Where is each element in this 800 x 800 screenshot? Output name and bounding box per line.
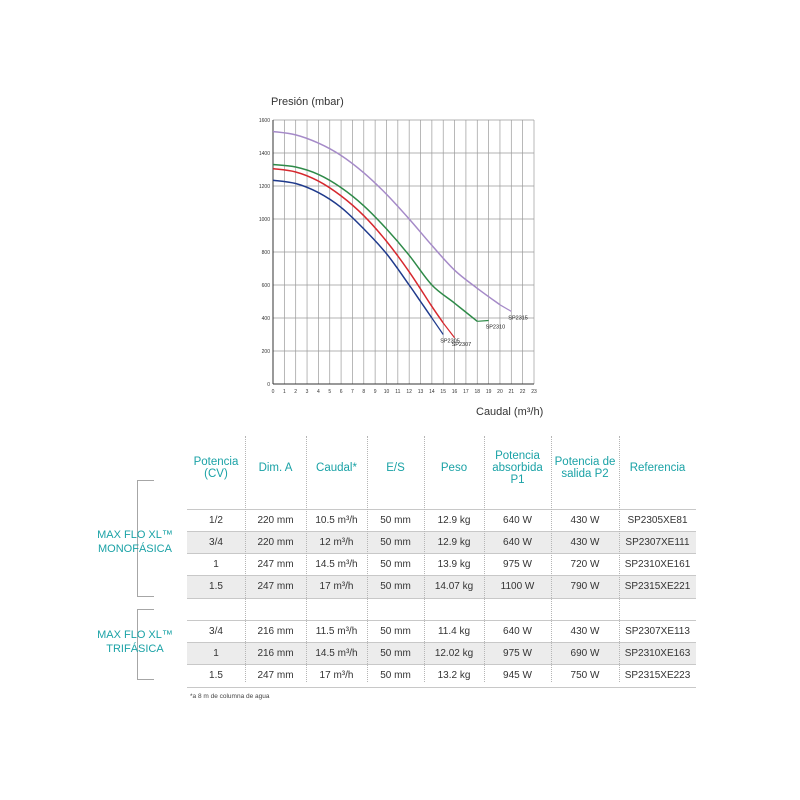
- x-tick-label: 12: [406, 389, 412, 395]
- x-tick-label: 8: [362, 389, 366, 395]
- group-label-line2: TRIFÁSICA: [106, 643, 164, 655]
- group-label-monofasica: [80, 528, 190, 556]
- table-cell: 50 mm: [380, 648, 411, 659]
- column-header-label: Potencia absorbida P1: [492, 450, 543, 486]
- table-cell: 13.2 kg: [437, 670, 471, 681]
- table-cell: 14.5 m³/h: [315, 559, 358, 570]
- x-tick-label: 18: [474, 389, 481, 395]
- series-leader-sp2315: [500, 305, 511, 312]
- y-axis-title: Presión (mbar): [271, 96, 344, 108]
- column-header: [367, 438, 424, 498]
- table-cell: 50 mm: [380, 515, 411, 526]
- column-header: [619, 438, 696, 498]
- x-tick-label: 13: [417, 389, 424, 395]
- table-cell: 12.9 kg: [437, 537, 471, 548]
- table-cell: 750 W: [570, 670, 600, 681]
- table-cell: SP2315XE221: [624, 581, 691, 592]
- table-cell: 220 mm: [257, 537, 294, 548]
- y-tick-label: 1400: [258, 151, 270, 157]
- x-tick-label: 20: [497, 389, 503, 395]
- x-tick-label: 6: [339, 389, 343, 395]
- column-header-label: Caudal*: [316, 462, 357, 474]
- chart-curves: [273, 132, 528, 348]
- table-cell: 12.9 kg: [437, 515, 471, 526]
- group-label-trifasica: [80, 628, 190, 656]
- x-tick-label: 5: [328, 389, 332, 395]
- table-cell: 640 W: [503, 537, 532, 548]
- column-separator: [424, 436, 425, 682]
- table-cell: 11.4 kg: [437, 626, 471, 637]
- x-tick-label: 19: [485, 389, 492, 395]
- table-cell: 11.5 m³/h: [315, 626, 358, 637]
- y-tick-label: 1200: [258, 184, 270, 190]
- x-tick-label: 16: [451, 389, 458, 395]
- table-cell: 50 mm: [380, 537, 411, 548]
- column-header-label: Referencia: [629, 462, 686, 474]
- column-header: [306, 438, 367, 498]
- table-cell: SP2307XE111: [625, 537, 690, 548]
- table-cell: SP2307XE113: [625, 626, 690, 637]
- table-cell: 975 W: [503, 559, 532, 570]
- table-cell: 50 mm: [380, 626, 411, 637]
- table-cell: 720 W: [570, 559, 600, 570]
- group-label-line2: MONOFÁSICA: [98, 543, 172, 555]
- table-cell: 17 m³/h: [319, 670, 354, 681]
- table-cell: 430 W: [570, 626, 600, 637]
- table-cell: 50 mm: [380, 559, 411, 570]
- table-cell: 690 W: [570, 648, 600, 659]
- column-header: [484, 438, 551, 498]
- y-tick-label: 600: [261, 283, 270, 289]
- column-separator: [367, 436, 368, 682]
- table-cell: 12 m³/h: [319, 537, 354, 548]
- table-cell: 640 W: [503, 626, 532, 637]
- table-cell: 430 W: [570, 537, 600, 548]
- table-cell: 13.9 kg: [437, 559, 471, 570]
- table-cell: 3/4: [209, 537, 223, 548]
- column-separator: [619, 436, 620, 682]
- x-tick-label: 17: [463, 389, 469, 395]
- table-cell: 430 W: [570, 515, 600, 526]
- series-label-sp2315: SP2315: [508, 315, 528, 322]
- table-cell: 14.07 kg: [434, 581, 474, 592]
- x-tick-label: 22: [519, 389, 526, 395]
- column-header: [551, 438, 619, 498]
- table-cell: 790 W: [570, 581, 600, 592]
- table-cell: 216 mm: [257, 648, 294, 659]
- table-cell: 640 W: [503, 515, 532, 526]
- table-cell: 12.02 kg: [434, 648, 474, 659]
- table-cell: 50 mm: [380, 581, 411, 592]
- x-tick-label: 14: [429, 389, 435, 395]
- x-tick-label: 7: [351, 389, 354, 395]
- series-leader-sp2307: [443, 323, 454, 338]
- group-label-line1: MAX FLO XL™: [97, 529, 173, 541]
- table-cell: 1.5: [209, 670, 223, 681]
- x-tick-label: 0: [271, 389, 275, 395]
- x-tick-label: 4: [317, 389, 320, 395]
- column-separator: [306, 436, 307, 682]
- y-tick-label: 800: [261, 250, 270, 256]
- series-label-sp2305: SP2305: [440, 338, 460, 345]
- column-separator: [551, 436, 552, 682]
- column-separator: [484, 436, 485, 682]
- x-tick-label: 9: [373, 389, 377, 395]
- table-cell: SP2315XE223: [624, 670, 691, 681]
- x-tick-label: 1: [282, 389, 286, 395]
- table-cell: 945 W: [503, 670, 532, 681]
- y-tick-label: 0: [267, 382, 270, 388]
- column-header-label: Potencia de salida P2: [554, 456, 616, 480]
- y-tick-label: 1000: [258, 217, 270, 223]
- table-cell: 216 mm: [257, 626, 294, 637]
- table-cell: 14.5 m³/h: [315, 648, 358, 659]
- column-header: [187, 438, 245, 498]
- column-header-label: E/S: [386, 462, 405, 474]
- y-tick-label: 1600: [258, 118, 270, 124]
- table-cell: SP2310XE163: [624, 648, 691, 659]
- series-line-sp2307: [273, 169, 443, 323]
- series-leader-sp2310: [477, 320, 488, 321]
- y-tick-label: 200: [261, 349, 270, 355]
- x-tick-label: 21: [508, 389, 515, 395]
- column-header: [245, 438, 306, 498]
- table-cell: 975 W: [503, 648, 532, 659]
- table-cell: 10.5 m³/h: [315, 515, 358, 526]
- table-cell: 17 m³/h: [319, 581, 354, 592]
- table-cell: 1.5: [209, 581, 223, 592]
- table-cell: 247 mm: [257, 559, 294, 570]
- table-cell: 247 mm: [257, 670, 294, 681]
- table-cell: 1100 W: [500, 581, 535, 592]
- x-tick-label: 2: [294, 389, 298, 395]
- series-label-sp2310: SP2310: [485, 324, 506, 331]
- table-cell: 247 mm: [257, 581, 294, 592]
- column-header: [424, 438, 484, 498]
- table-cell: 1/2: [209, 515, 223, 526]
- column-header-label: Potencia (CV): [193, 456, 239, 480]
- table-cell: 50 mm: [380, 670, 411, 681]
- x-tick-label: 15: [440, 389, 446, 395]
- series-label-sp2307: SP2307: [451, 341, 472, 348]
- table-cell: SP2310XE161: [624, 559, 691, 570]
- table-cell: 3/4: [209, 626, 223, 637]
- table-cell: 1: [213, 648, 219, 659]
- chart-grid: [273, 120, 534, 384]
- column-header-label: Peso: [440, 462, 468, 474]
- x-tick-label: 11: [395, 389, 401, 395]
- x-tick-label: 23: [531, 389, 537, 395]
- y-tick-label: 400: [261, 316, 270, 322]
- table-cell: 220 mm: [257, 515, 294, 526]
- table-cell: 1: [213, 559, 219, 570]
- group-label-line1: MAX FLO XL™: [97, 629, 173, 641]
- x-tick-label: 10: [383, 389, 390, 395]
- x-axis-title: Caudal (m³/h): [476, 406, 544, 418]
- table-cell: SP2305XE81: [627, 515, 688, 526]
- x-tick-label: 3: [305, 389, 309, 395]
- table-footnote: *a 8 m de columna de agua: [190, 693, 270, 700]
- column-separator: [245, 436, 246, 682]
- column-header-label: Dim. A: [258, 462, 293, 474]
